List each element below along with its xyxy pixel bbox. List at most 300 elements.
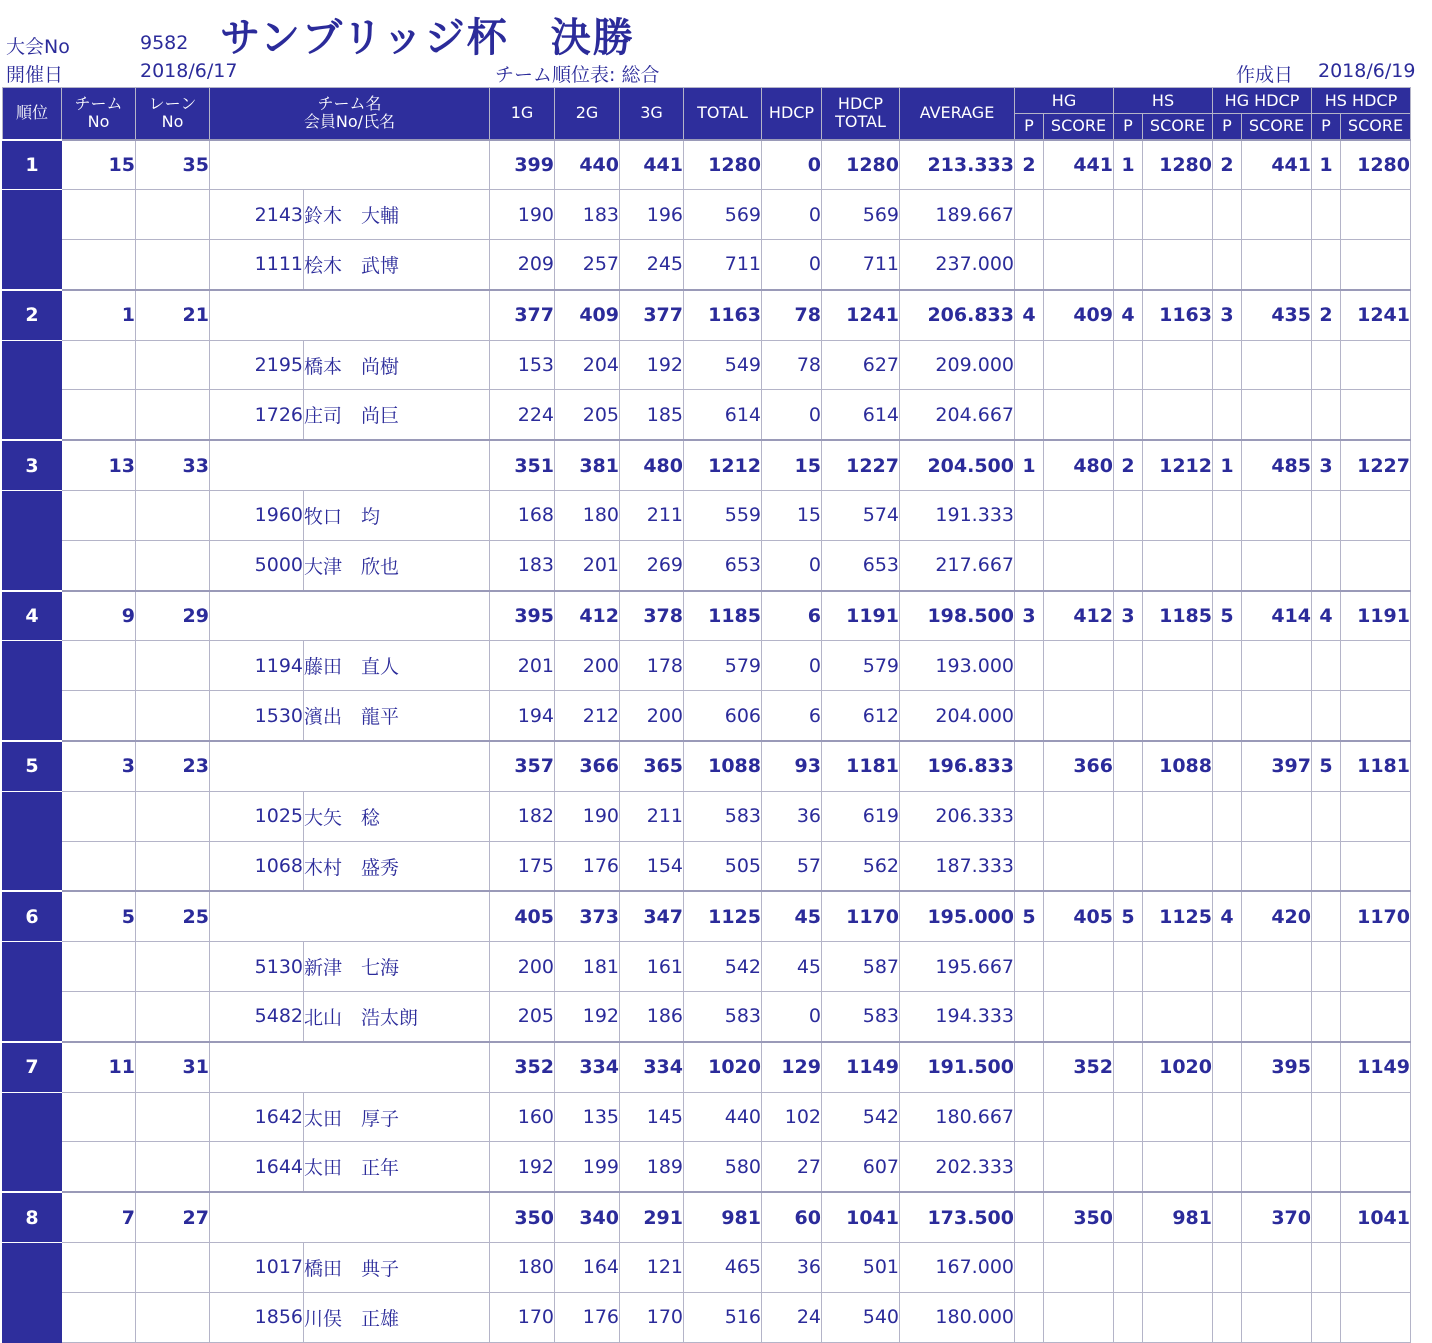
- team-name-cell: [210, 741, 490, 791]
- member-hdcp-cell: 36: [762, 791, 822, 841]
- member-hdcp-cell: 0: [762, 390, 822, 440]
- member-hdcp-cell: 78: [762, 340, 822, 390]
- member-empty-cell: [1044, 540, 1114, 590]
- member-empty-cell: [1114, 992, 1143, 1042]
- member-empty-cell: [1114, 691, 1143, 741]
- member-empty-cell: [1143, 240, 1213, 290]
- member-team-no-empty: [62, 1243, 136, 1293]
- member-empty-cell: [1213, 1092, 1242, 1142]
- team-hs-cell: 1125: [1143, 891, 1213, 941]
- team-g3-cell: 334: [620, 1042, 684, 1092]
- member-empty-cell: [1114, 841, 1143, 891]
- member-empty-cell: [1341, 791, 1411, 841]
- member-g3-cell: 154: [620, 841, 684, 891]
- rank-cell: 5: [3, 741, 62, 791]
- rank-cell-empty: [3, 791, 62, 841]
- team-hg_p-cell: [1015, 741, 1044, 791]
- team-no-cell: 7: [62, 1192, 136, 1242]
- member-hdcp_total-cell: 614: [822, 390, 900, 440]
- member-hdcp-cell: 0: [762, 641, 822, 691]
- team-name-cell: [210, 140, 490, 190]
- member-g1-cell: 175: [490, 841, 555, 891]
- member-empty-cell: [1242, 1092, 1312, 1142]
- lane-no-cell: 29: [136, 591, 210, 641]
- member-empty-cell: [1143, 841, 1213, 891]
- member-hdcp_total-cell: 583: [822, 992, 900, 1042]
- member-empty-cell: [1312, 340, 1341, 390]
- team-hsh-cell: 1191: [1341, 591, 1411, 641]
- team-hs_p-cell: [1114, 1192, 1143, 1242]
- member-g1-cell: 192: [490, 1142, 555, 1192]
- team-hgh-cell: 485: [1242, 440, 1312, 490]
- member-empty-cell: [1242, 540, 1312, 590]
- team-hsh_p-cell: 1: [1312, 140, 1341, 190]
- member-name-cell: 庄司 尚巨: [304, 390, 490, 440]
- tournament-no: 9582: [140, 32, 189, 54]
- team-name-cell: [210, 290, 490, 340]
- rank-cell-empty: [3, 1092, 62, 1142]
- member-hdcp-cell: 57: [762, 841, 822, 891]
- member-hdcp-cell: 36: [762, 1243, 822, 1293]
- member-hdcp-cell: 0: [762, 190, 822, 240]
- team-total-cell: 1020: [684, 1042, 762, 1092]
- member-team-no-empty: [62, 942, 136, 992]
- member-total-cell: 559: [684, 491, 762, 541]
- member-g1-cell: 190: [490, 190, 555, 240]
- team-avg-cell: 196.833: [900, 741, 1015, 791]
- team-row: [3, 1042, 1411, 1092]
- member-empty-cell: [1015, 1292, 1044, 1342]
- member-empty-cell: [1114, 190, 1143, 240]
- member-g1-cell: 170: [490, 1292, 555, 1342]
- member-no-cell: 1068: [210, 841, 304, 891]
- team-name-cell: [210, 1042, 490, 1092]
- ranking-label: チーム順位表: 総合: [495, 64, 660, 86]
- team-hgh_p-cell: 3: [1213, 290, 1242, 340]
- team-avg-cell: 198.500: [900, 591, 1015, 641]
- member-empty-cell: [1213, 491, 1242, 541]
- member-empty-cell: [1312, 240, 1341, 290]
- team-no-cell: 11: [62, 1042, 136, 1092]
- team-g3-cell: 365: [620, 741, 684, 791]
- member-empty-cell: [1015, 942, 1044, 992]
- member-empty-cell: [1044, 340, 1114, 390]
- team-hgh-cell: 397: [1242, 741, 1312, 791]
- member-empty-cell: [1312, 1243, 1341, 1293]
- col-team-name-line2: 会員No/氏名: [303, 112, 396, 132]
- team-hs_p-cell: 3: [1114, 591, 1143, 641]
- team-hg-cell: 441: [1044, 140, 1114, 190]
- member-empty-cell: [1044, 1142, 1114, 1192]
- member-hdcp_total-cell: 579: [822, 641, 900, 691]
- team-hs-cell: 1212: [1143, 440, 1213, 490]
- member-empty-cell: [1015, 340, 1044, 390]
- col-average: AVERAGE: [900, 88, 1015, 140]
- member-name-cell: 濱出 龍平: [304, 691, 490, 741]
- member-g3-cell: 185: [620, 390, 684, 440]
- member-hdcp_total-cell: 562: [822, 841, 900, 891]
- team-g2-cell: 373: [555, 891, 620, 941]
- col-game2: 2G: [555, 88, 620, 140]
- col-lane-no-line1: レーン: [148, 94, 197, 114]
- team-hdcp_total-cell: 1181: [822, 741, 900, 791]
- member-no-cell: 1017: [210, 1243, 304, 1293]
- rank-cell-empty: [3, 190, 62, 240]
- rank-cell: 6: [3, 891, 62, 941]
- member-empty-cell: [1114, 540, 1143, 590]
- member-empty-cell: [1015, 1142, 1044, 1192]
- member-hdcp-cell: 0: [762, 540, 822, 590]
- member-empty-cell: [1213, 1243, 1242, 1293]
- col-hs: HS: [1114, 88, 1213, 114]
- team-hs-cell: 1020: [1143, 1042, 1213, 1092]
- rank-cell: 1: [3, 140, 62, 190]
- member-empty-cell: [1242, 491, 1312, 541]
- member-g1-cell: 224: [490, 390, 555, 440]
- team-hgh-cell: 370: [1242, 1192, 1312, 1242]
- member-team-no-empty: [62, 340, 136, 390]
- team-g1-cell: 395: [490, 591, 555, 641]
- member-team-no-empty: [62, 240, 136, 290]
- rank-cell-empty: [3, 540, 62, 590]
- member-avg-cell: 191.333: [900, 491, 1015, 541]
- team-hdcp-cell: 93: [762, 741, 822, 791]
- rank-cell-empty: [3, 491, 62, 541]
- member-empty-cell: [1341, 841, 1411, 891]
- team-hdcp_total-cell: 1241: [822, 290, 900, 340]
- member-team-no-empty: [62, 540, 136, 590]
- team-total-cell: 1212: [684, 440, 762, 490]
- member-name-cell: 木村 盛秀: [304, 841, 490, 891]
- member-g3-cell: 200: [620, 691, 684, 741]
- member-empty-cell: [1143, 1292, 1213, 1342]
- member-g2-cell: 212: [555, 691, 620, 741]
- member-empty-cell: [1114, 641, 1143, 691]
- team-hsh_p-cell: [1312, 1192, 1341, 1242]
- member-empty-cell: [1312, 942, 1341, 992]
- member-avg-cell: 180.667: [900, 1092, 1015, 1142]
- member-hdcp-cell: 15: [762, 491, 822, 541]
- team-hgh_p-cell: [1213, 1042, 1242, 1092]
- member-empty-cell: [1044, 1092, 1114, 1142]
- member-no-cell: 1726: [210, 390, 304, 440]
- member-empty-cell: [1213, 190, 1242, 240]
- member-hdcp_total-cell: 653: [822, 540, 900, 590]
- member-g2-cell: 164: [555, 1243, 620, 1293]
- team-no-cell: 5: [62, 891, 136, 941]
- team-hs_p-cell: 5: [1114, 891, 1143, 941]
- member-empty-cell: [1044, 992, 1114, 1042]
- col-team-no-line2: No: [87, 112, 110, 132]
- member-empty-cell: [1015, 691, 1044, 741]
- member-empty-cell: [1015, 190, 1044, 240]
- member-empty-cell: [1213, 691, 1242, 741]
- rank-cell-empty: [3, 641, 62, 691]
- member-empty-cell: [1143, 791, 1213, 841]
- member-no-cell: 1644: [210, 1142, 304, 1192]
- member-empty-cell: [1312, 540, 1341, 590]
- team-hdcp_total-cell: 1170: [822, 891, 900, 941]
- member-g1-cell: 201: [490, 641, 555, 691]
- member-avg-cell: 193.000: [900, 641, 1015, 691]
- member-g2-cell: 135: [555, 1092, 620, 1142]
- col-team-no: [62, 88, 136, 140]
- member-lane-empty: [136, 540, 210, 590]
- team-hsh-cell: 1280: [1341, 140, 1411, 190]
- member-row: [3, 1292, 1411, 1342]
- team-hgh-cell: 435: [1242, 290, 1312, 340]
- member-row: [3, 491, 1411, 541]
- member-empty-cell: [1341, 992, 1411, 1042]
- team-hsh_p-cell: 5: [1312, 741, 1341, 791]
- member-lane-empty: [136, 841, 210, 891]
- member-row: [3, 691, 1411, 741]
- team-hdcp_total-cell: 1149: [822, 1042, 900, 1092]
- team-hs_p-cell: 2: [1114, 440, 1143, 490]
- rank-cell-empty: [3, 691, 62, 741]
- member-row: [3, 190, 1411, 240]
- member-lane-empty: [136, 1243, 210, 1293]
- team-hgh-cell: 441: [1242, 140, 1312, 190]
- member-avg-cell: 195.667: [900, 942, 1015, 992]
- member-lane-empty: [136, 992, 210, 1042]
- team-hgh-cell: 395: [1242, 1042, 1312, 1092]
- col-game3: 3G: [620, 88, 684, 140]
- member-row: [3, 992, 1411, 1042]
- lane-no-cell: 21: [136, 290, 210, 340]
- team-hgh_p-cell: [1213, 1192, 1242, 1242]
- member-no-cell: 1642: [210, 1092, 304, 1142]
- member-team-no-empty: [62, 390, 136, 440]
- member-g3-cell: 211: [620, 491, 684, 541]
- team-total-cell: 1163: [684, 290, 762, 340]
- member-name-cell: 川俣 正雄: [304, 1292, 490, 1342]
- team-g2-cell: 334: [555, 1042, 620, 1092]
- member-empty-cell: [1312, 641, 1341, 691]
- member-empty-cell: [1044, 491, 1114, 541]
- team-hgh_p-cell: 5: [1213, 591, 1242, 641]
- member-total-cell: 653: [684, 540, 762, 590]
- team-hdcp-cell: 129: [762, 1042, 822, 1092]
- team-hg_p-cell: [1015, 1192, 1044, 1242]
- member-total-cell: 505: [684, 841, 762, 891]
- member-empty-cell: [1213, 390, 1242, 440]
- team-total-cell: 1185: [684, 591, 762, 641]
- team-row: [3, 741, 1411, 791]
- member-row: [3, 390, 1411, 440]
- member-avg-cell: 202.333: [900, 1142, 1015, 1192]
- member-empty-cell: [1242, 1292, 1312, 1342]
- member-avg-cell: 237.000: [900, 240, 1015, 290]
- team-hsh_p-cell: 3: [1312, 440, 1341, 490]
- tournament-no-label: 大会No: [6, 36, 70, 58]
- team-g3-cell: 441: [620, 140, 684, 190]
- member-hdcp_total-cell: 540: [822, 1292, 900, 1342]
- member-g1-cell: 194: [490, 691, 555, 741]
- member-empty-cell: [1341, 691, 1411, 741]
- team-g2-cell: 409: [555, 290, 620, 340]
- team-hg_p-cell: 2: [1015, 140, 1044, 190]
- col-hg-score: SCORE: [1044, 114, 1114, 140]
- team-hgh_p-cell: 4: [1213, 891, 1242, 941]
- team-hdcp_total-cell: 1041: [822, 1192, 900, 1242]
- col-hg-hdcp: HG HDCP: [1213, 88, 1312, 114]
- member-lane-empty: [136, 791, 210, 841]
- team-g2-cell: 381: [555, 440, 620, 490]
- member-name-cell: 牧口 均: [304, 491, 490, 541]
- rank-cell: 2: [3, 290, 62, 340]
- team-hg-cell: 409: [1044, 290, 1114, 340]
- col-hg: HG: [1015, 88, 1114, 114]
- col-hs-hdcp: HS HDCP: [1312, 88, 1411, 114]
- member-empty-cell: [1044, 841, 1114, 891]
- team-hdcp-cell: 0: [762, 140, 822, 190]
- member-team-no-empty: [62, 1092, 136, 1142]
- lane-no-cell: 33: [136, 440, 210, 490]
- rank-cell-empty: [3, 942, 62, 992]
- created-label: 作成日: [1236, 64, 1294, 86]
- member-no-cell: 1856: [210, 1292, 304, 1342]
- member-empty-cell: [1015, 641, 1044, 691]
- team-hs_p-cell: 4: [1114, 290, 1143, 340]
- col-team-name-line1: チーム名: [317, 94, 382, 114]
- team-hs_p-cell: 1: [1114, 140, 1143, 190]
- member-g2-cell: 190: [555, 791, 620, 841]
- col-hsh-score: SCORE: [1341, 114, 1411, 140]
- team-g1-cell: 405: [490, 891, 555, 941]
- member-g3-cell: 121: [620, 1243, 684, 1293]
- team-g3-cell: 377: [620, 290, 684, 340]
- team-g1-cell: 357: [490, 741, 555, 791]
- member-empty-cell: [1242, 340, 1312, 390]
- team-hdcp-cell: 60: [762, 1192, 822, 1242]
- team-hdcp_total-cell: 1191: [822, 591, 900, 641]
- member-team-no-empty: [62, 691, 136, 741]
- member-team-no-empty: [62, 491, 136, 541]
- member-hdcp_total-cell: 501: [822, 1243, 900, 1293]
- member-row: [3, 1243, 1411, 1293]
- member-hdcp-cell: 102: [762, 1092, 822, 1142]
- member-g2-cell: 200: [555, 641, 620, 691]
- rank-cell: 4: [3, 591, 62, 641]
- member-hdcp_total-cell: 711: [822, 240, 900, 290]
- member-lane-empty: [136, 190, 210, 240]
- col-lane-no: [136, 88, 210, 140]
- team-total-cell: 1280: [684, 140, 762, 190]
- team-hg-cell: 352: [1044, 1042, 1114, 1092]
- team-total-cell: 1125: [684, 891, 762, 941]
- member-lane-empty: [136, 1092, 210, 1142]
- member-avg-cell: 204.667: [900, 390, 1015, 440]
- member-avg-cell: 187.333: [900, 841, 1015, 891]
- member-empty-cell: [1044, 190, 1114, 240]
- member-empty-cell: [1015, 540, 1044, 590]
- team-no-cell: 15: [62, 140, 136, 190]
- member-team-no-empty: [62, 190, 136, 240]
- member-empty-cell: [1015, 992, 1044, 1042]
- member-empty-cell: [1242, 1142, 1312, 1192]
- member-avg-cell: 194.333: [900, 992, 1015, 1042]
- member-empty-cell: [1242, 240, 1312, 290]
- member-empty-cell: [1242, 641, 1312, 691]
- member-empty-cell: [1015, 390, 1044, 440]
- member-empty-cell: [1242, 942, 1312, 992]
- member-empty-cell: [1213, 340, 1242, 390]
- member-lane-empty: [136, 240, 210, 290]
- team-name-cell: [210, 1192, 490, 1242]
- member-hdcp-cell: 27: [762, 1142, 822, 1192]
- member-empty-cell: [1242, 1243, 1312, 1293]
- member-g3-cell: 178: [620, 641, 684, 691]
- member-empty-cell: [1044, 641, 1114, 691]
- member-empty-cell: [1143, 190, 1213, 240]
- member-g1-cell: 183: [490, 540, 555, 590]
- team-hg_p-cell: 5: [1015, 891, 1044, 941]
- member-name-cell: 新津 七海: [304, 942, 490, 992]
- member-empty-cell: [1341, 1092, 1411, 1142]
- col-hg-p: P: [1015, 114, 1044, 140]
- member-empty-cell: [1143, 340, 1213, 390]
- member-no-cell: 5130: [210, 942, 304, 992]
- member-g3-cell: 192: [620, 340, 684, 390]
- member-empty-cell: [1341, 1292, 1411, 1342]
- team-row: [3, 290, 1411, 340]
- member-empty-cell: [1114, 1092, 1143, 1142]
- member-no-cell: 5000: [210, 540, 304, 590]
- member-row: [3, 841, 1411, 891]
- member-empty-cell: [1114, 1142, 1143, 1192]
- member-empty-cell: [1114, 340, 1143, 390]
- member-hdcp_total-cell: 542: [822, 1092, 900, 1142]
- member-empty-cell: [1143, 1092, 1213, 1142]
- col-game1: 1G: [490, 88, 555, 140]
- member-empty-cell: [1015, 841, 1044, 891]
- member-empty-cell: [1213, 992, 1242, 1042]
- member-team-no-empty: [62, 992, 136, 1042]
- team-row: [3, 891, 1411, 941]
- member-lane-empty: [136, 340, 210, 390]
- member-empty-cell: [1114, 390, 1143, 440]
- member-g2-cell: 183: [555, 190, 620, 240]
- member-g2-cell: 192: [555, 992, 620, 1042]
- table-header: [3, 88, 1411, 140]
- lane-no-cell: 23: [136, 741, 210, 791]
- team-no-cell: 3: [62, 741, 136, 791]
- member-g2-cell: 180: [555, 491, 620, 541]
- member-avg-cell: 209.000: [900, 340, 1015, 390]
- member-g3-cell: 186: [620, 992, 684, 1042]
- team-g1-cell: 352: [490, 1042, 555, 1092]
- member-row: [3, 942, 1411, 992]
- member-empty-cell: [1341, 942, 1411, 992]
- member-name-cell: 太田 厚子: [304, 1092, 490, 1142]
- team-avg-cell: 195.000: [900, 891, 1015, 941]
- team-hs-cell: 1163: [1143, 290, 1213, 340]
- team-name-cell: [210, 591, 490, 641]
- member-total-cell: 606: [684, 691, 762, 741]
- member-name-cell: 太田 正年: [304, 1142, 490, 1192]
- member-hdcp_total-cell: 574: [822, 491, 900, 541]
- team-hg_p-cell: 3: [1015, 591, 1044, 641]
- member-lane-empty: [136, 641, 210, 691]
- member-empty-cell: [1213, 641, 1242, 691]
- rank-cell-empty: [3, 1243, 62, 1293]
- member-name-cell: 桧木 武博: [304, 240, 490, 290]
- team-hgh_p-cell: [1213, 741, 1242, 791]
- member-no-cell: 1960: [210, 491, 304, 541]
- member-empty-cell: [1242, 841, 1312, 891]
- team-hs_p-cell: [1114, 741, 1143, 791]
